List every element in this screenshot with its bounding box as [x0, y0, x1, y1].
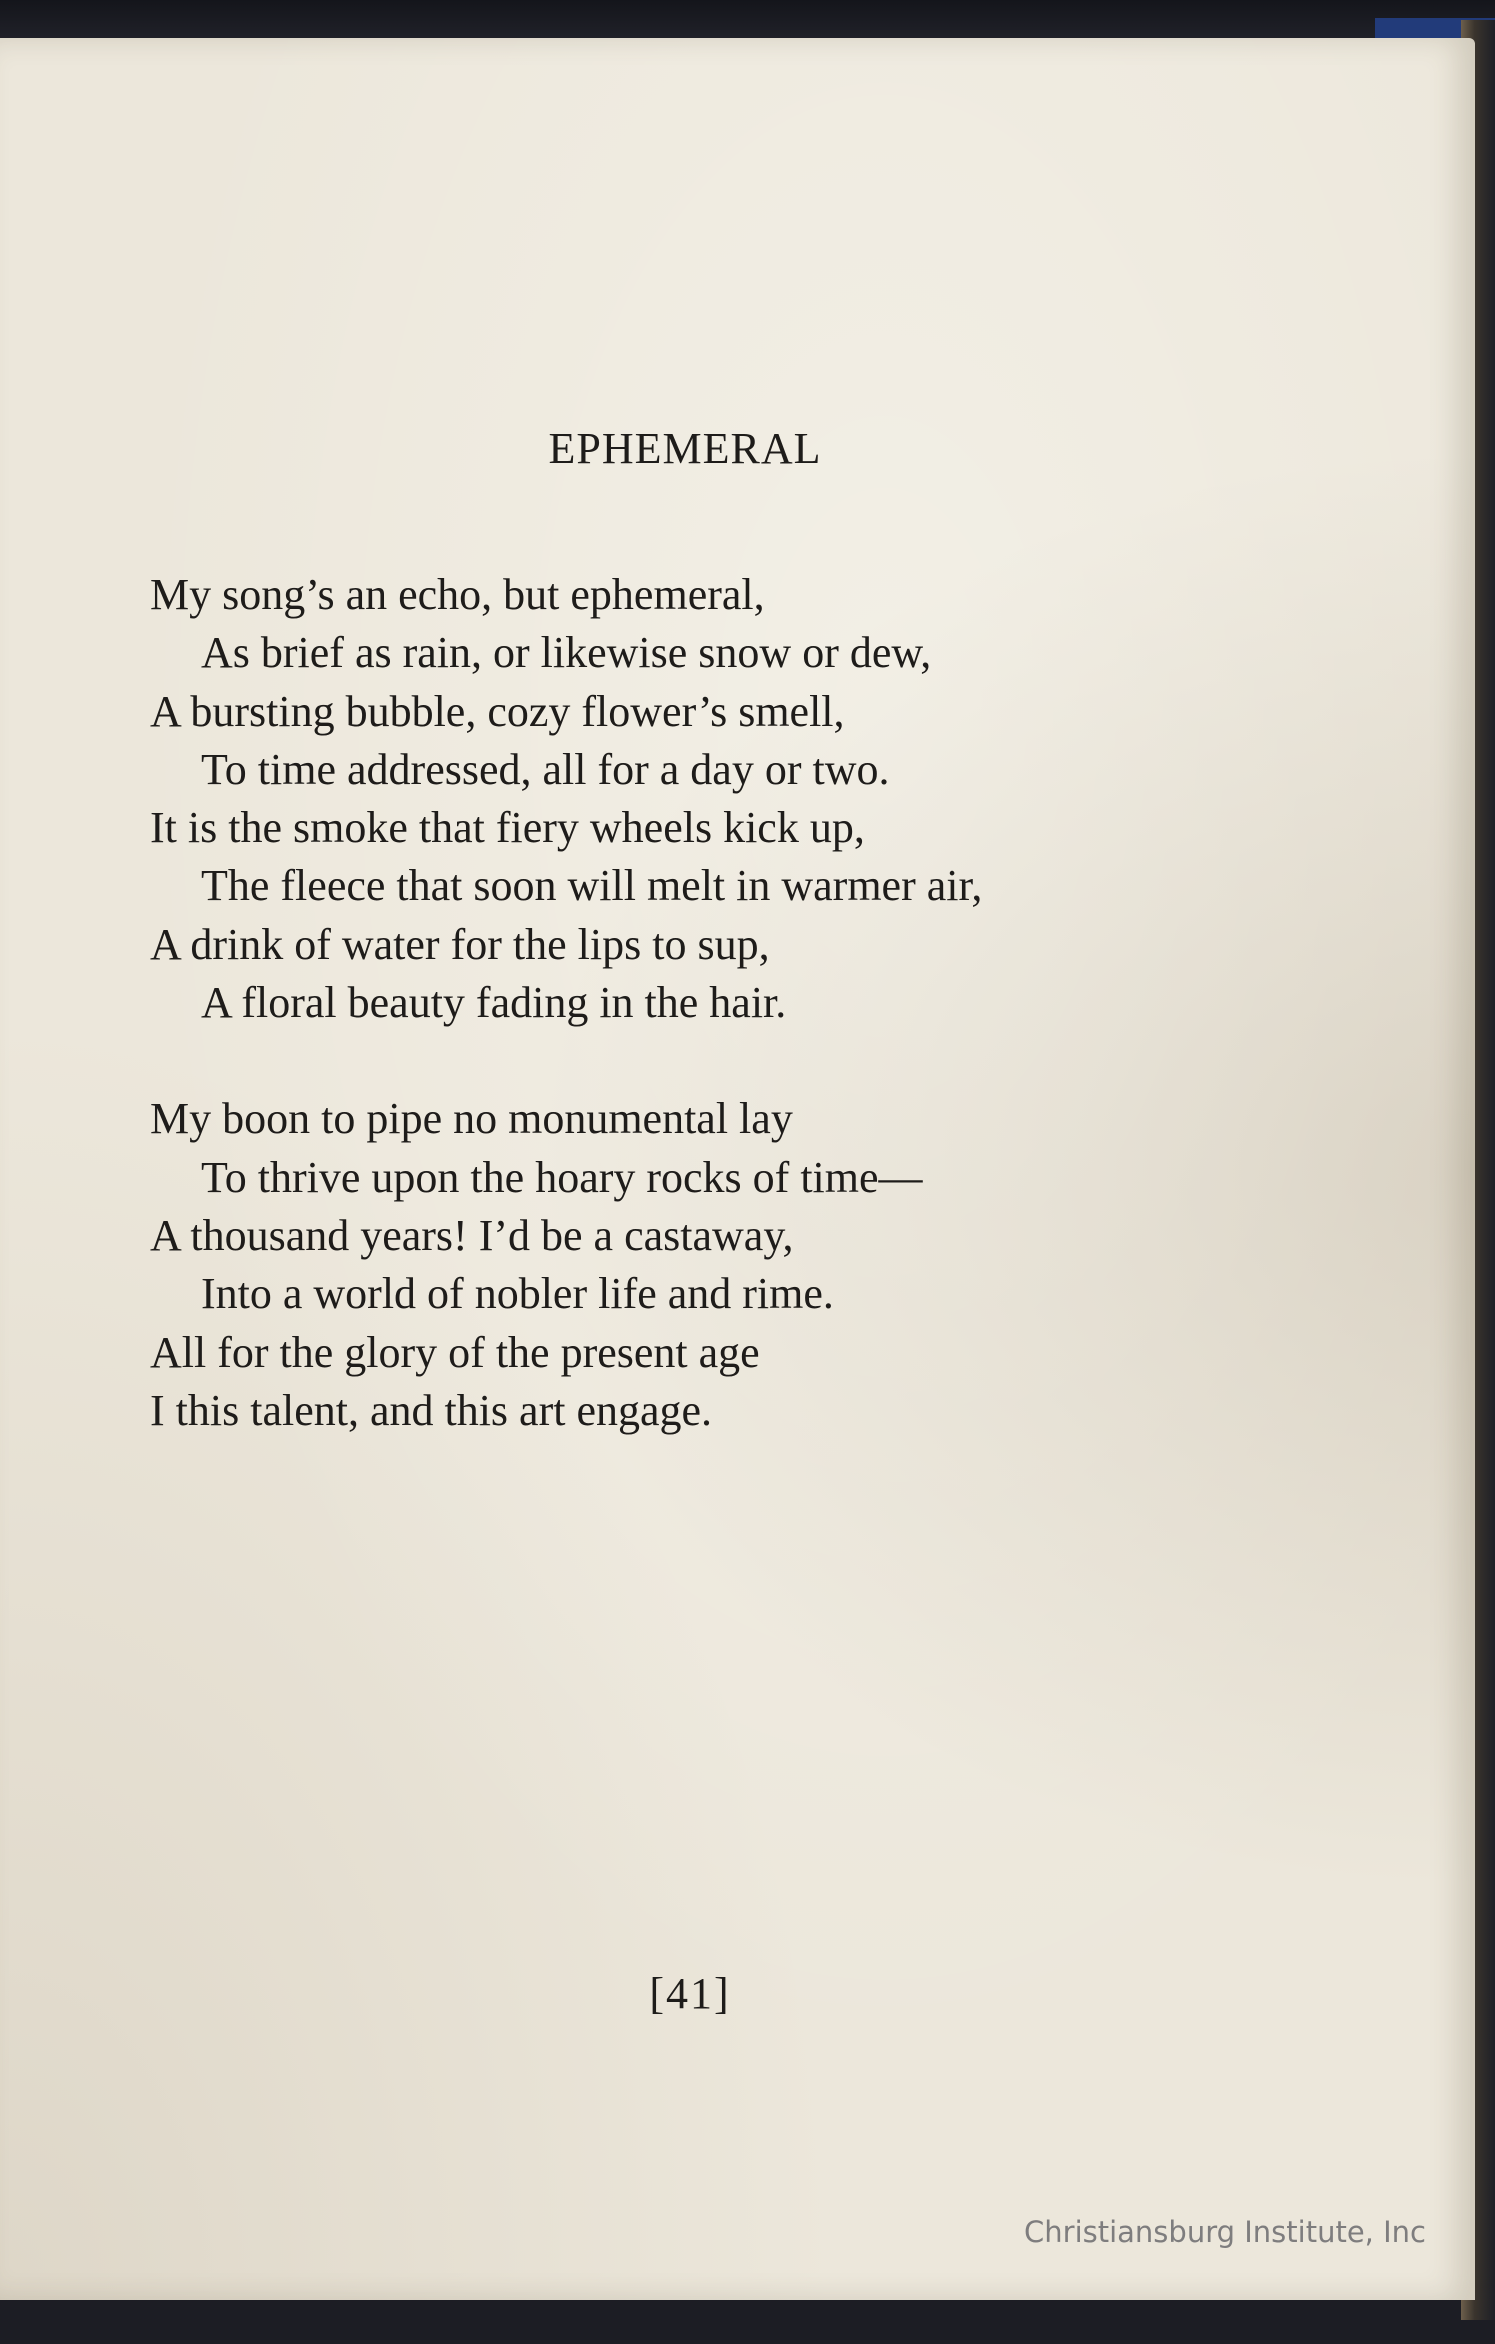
poem-line: Into a world of nobler life and rime. — [201, 1269, 834, 1319]
poem-line: A bursting bubble, cozy flower’s smell, — [150, 686, 845, 736]
poem-line: A drink of water for the lips to sup, — [150, 919, 770, 969]
poem-line: My boon to pipe no monumental lay — [150, 1094, 793, 1144]
stanza-1 — [150, 566, 1300, 1032]
poem-line: To thrive upon the hoary rocks of time— — [201, 1152, 923, 1202]
watermark: Christiansburg Institute, Inc — [1024, 2215, 1426, 2249]
book-page — [0, 38, 1475, 2300]
poem-line: The fleece that soon will melt in warmer air, — [201, 861, 983, 911]
poem-line: As brief as rain, or likewise snow or dew, — [201, 628, 932, 678]
poem-line: My song’s an echo, but ephemeral, — [150, 570, 765, 619]
stanza-2 — [150, 1090, 1300, 1440]
poem-line: All for the glory of the present age — [150, 1327, 760, 1377]
page-number: [41] — [649, 1969, 731, 2018]
poem-line: A thousand years! I’d be a castaway, — [150, 1210, 794, 1260]
poem-line: It is the smoke that fiery wheels kick up, — [150, 803, 865, 853]
poem-line: To time addressed, all for a day or two. — [201, 744, 890, 794]
poem-line: A floral beauty fading in the hair. — [201, 978, 787, 1028]
poem-line: I this talent, and this art engage. — [150, 1385, 713, 1435]
poem-title: EPHEMERAL — [548, 424, 822, 473]
poem-body — [150, 566, 1300, 1498]
